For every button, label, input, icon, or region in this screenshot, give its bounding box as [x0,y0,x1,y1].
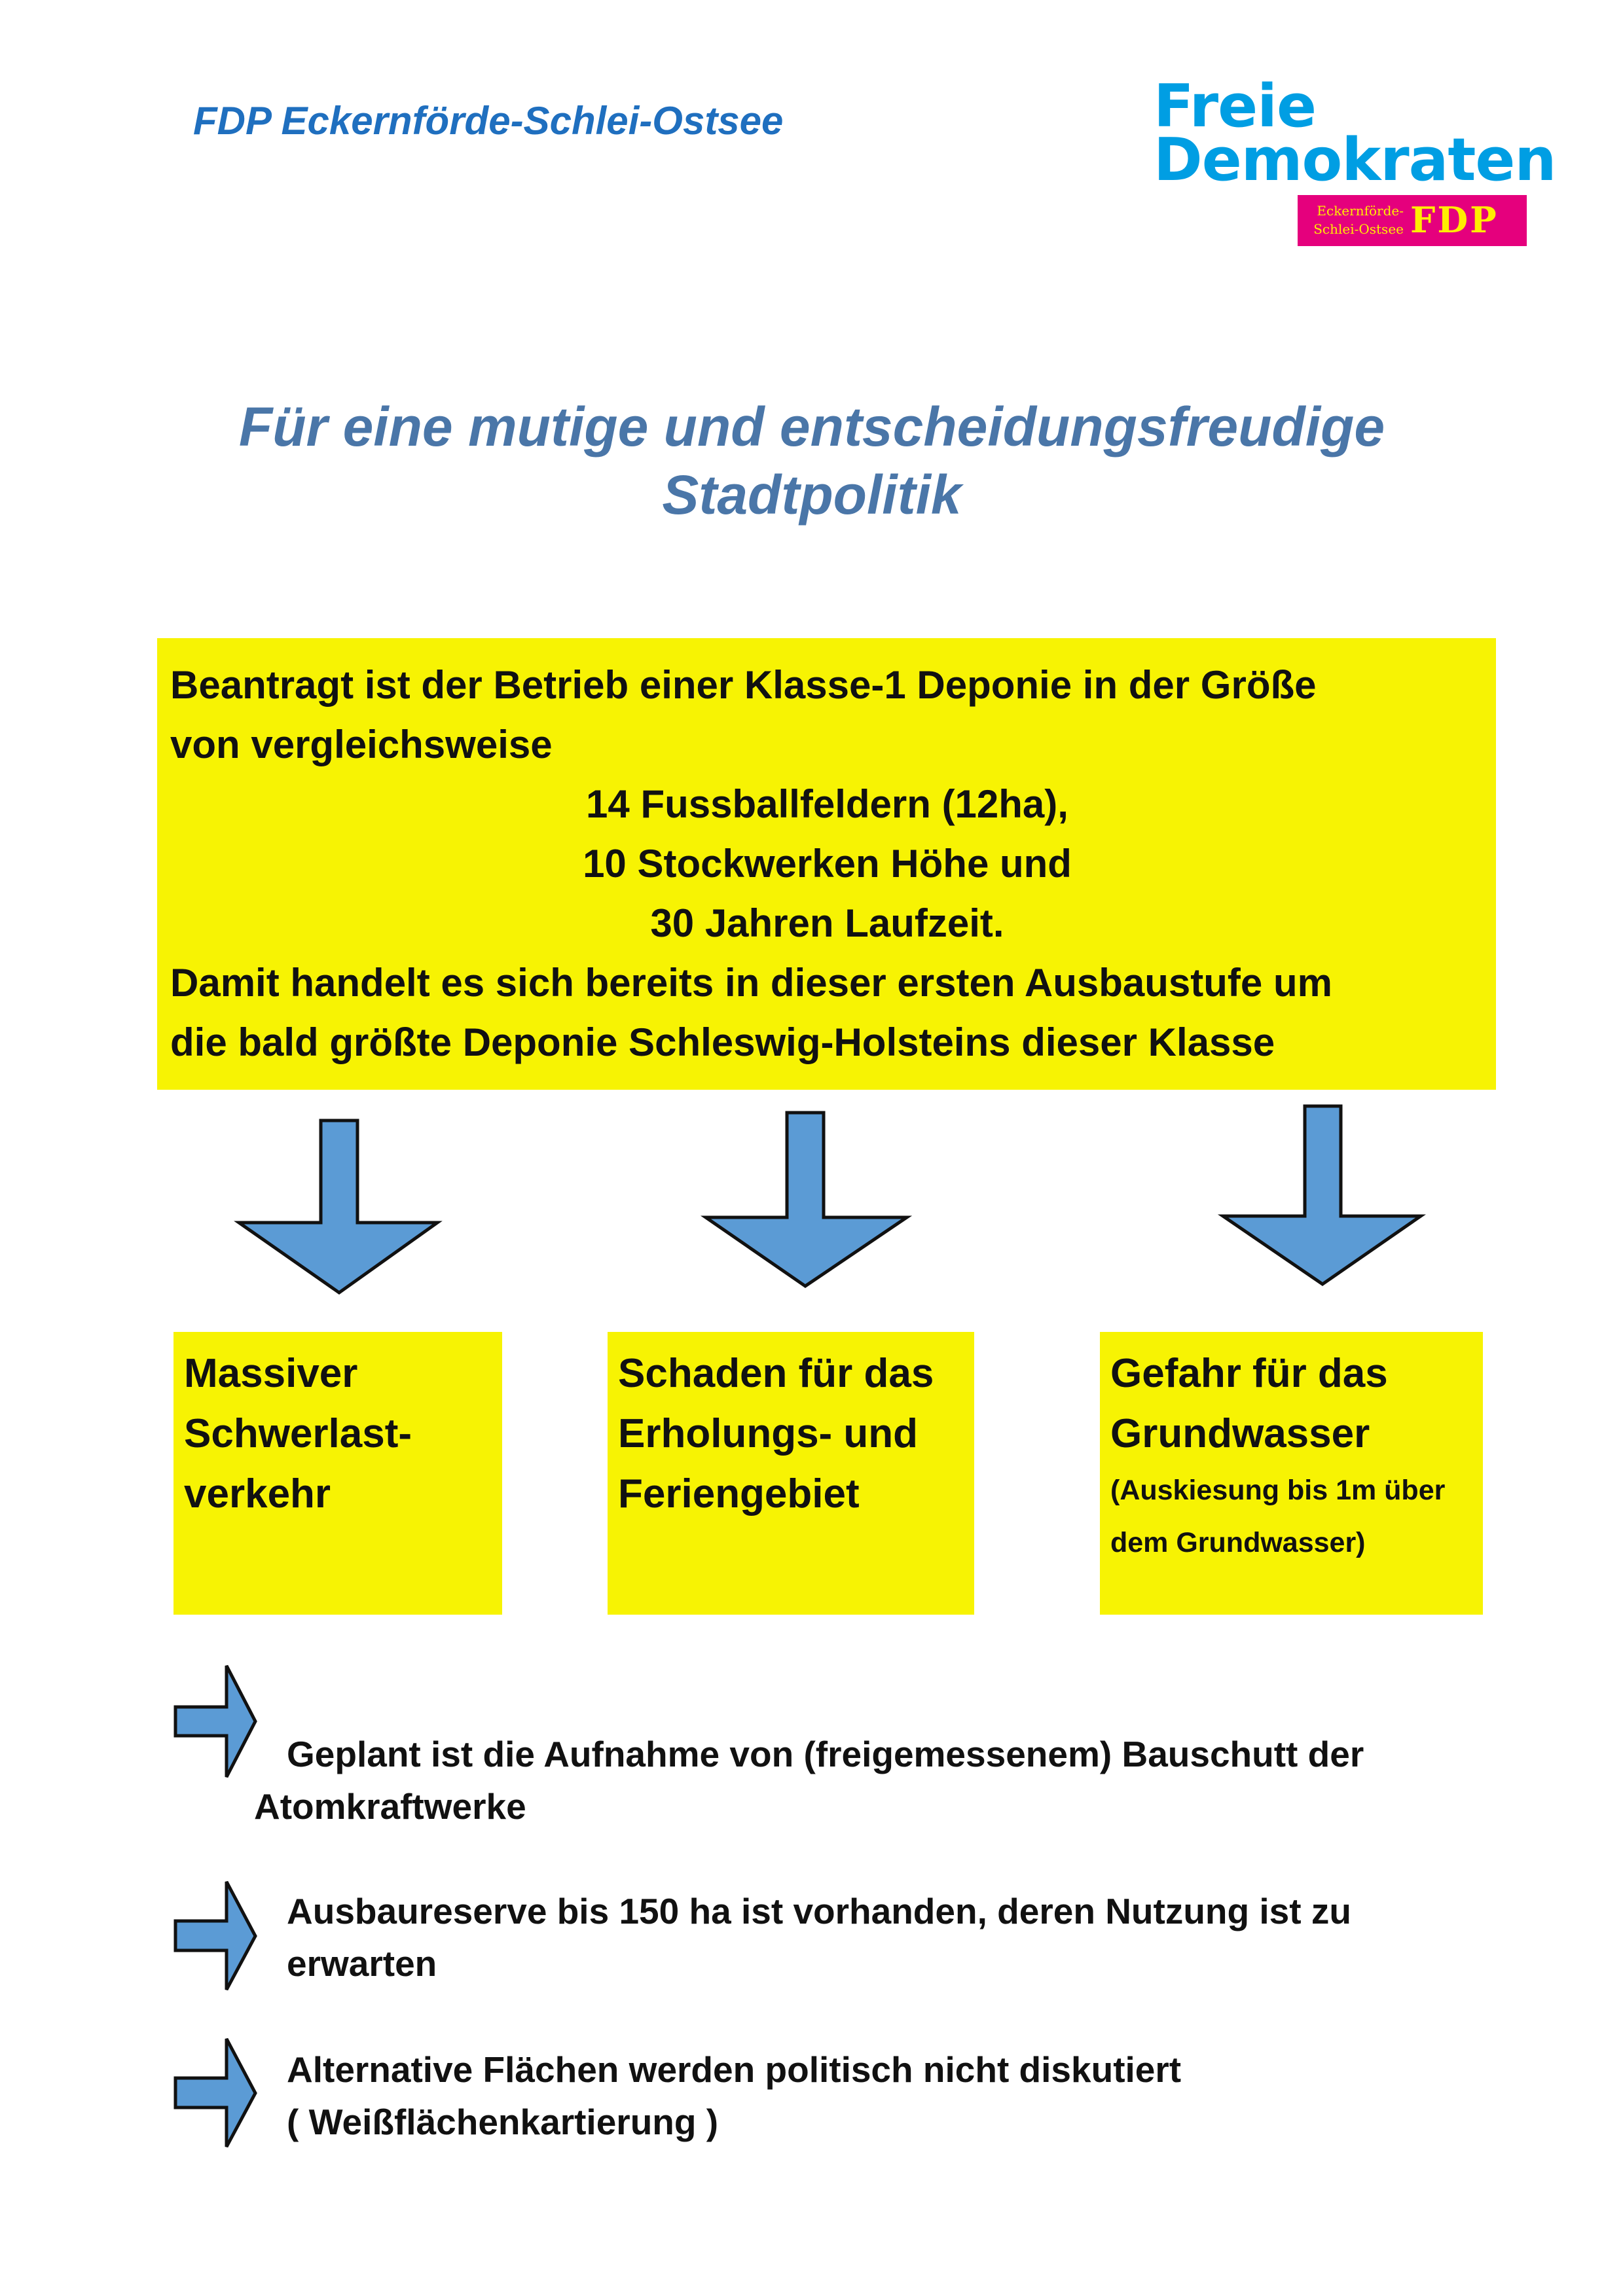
main-info-line-duration: 30 Jahren Laufzeit. [650,901,1004,945]
main-info-line: Beantragt ist der Betrieb einer Klasse-1 Deponie in der Größe [170,663,1317,707]
right-arrow-icon [175,1882,255,1990]
logo-badge-region [1305,202,1404,238]
right-arrow-icon [175,1666,255,1777]
main-info-line-height: 10 Stockwerken Höhe und [583,842,1072,886]
right-arrow-icon [175,2039,255,2147]
logo-badge-fdp: FDP [1410,199,1499,241]
consequence-line: Massiver [184,1351,358,1396]
consequence-line: Schwerlast- [184,1411,412,1456]
logo-line-freie: Freie [1154,72,1317,141]
bullet-item-expansion-reserve [287,1885,1498,1990]
logo-badge-region-line1: Eckernförde- [1317,203,1404,219]
bullet-line: Alternative Flächen werden politisch nicht diskutiert [287,2049,1182,2090]
consequence-note: dem Grundwasser) [1110,1527,1366,1558]
main-info-box [157,638,1496,1090]
consequence-box-recreation [608,1332,974,1615]
organization-name: FDP Eckernförde-Schlei-Ostsee [193,99,784,143]
consequence-line: Gefahr für das [1110,1351,1388,1396]
down-arrow-icon [1223,1106,1421,1284]
consequence-box-traffic [173,1332,502,1615]
consequence-note: (Auskiesung bis 1m über [1110,1475,1446,1506]
page-title-line1: Für eine mutige und entscheidungsfreudige [238,396,1385,457]
bullet-line: Ausbaureserve bis 150 ha ist vorhanden, deren Nutzung ist zu [287,1891,1351,1931]
main-info-line: die bald größte Deponie Schleswig-Holsteins dieser Klasse [170,1020,1275,1064]
bullet-item-alternative-areas [287,2043,1498,2148]
logo-badge-region-line2: Schlei-Ostsee [1313,221,1404,237]
consequence-line: Erholungs- und [618,1411,919,1456]
page-title-line2: Stadtpolitik [662,464,962,526]
logo-badge [1298,195,1527,246]
consequence-line: Feriengebiet [618,1471,860,1516]
main-info-line-fields: 14 Fussballfeldern (12ha), [586,782,1068,826]
down-arrow-icon [706,1113,907,1286]
down-arrow-icon [239,1121,437,1293]
consequence-line: verkehr [184,1471,331,1516]
fdp-logo [1146,72,1556,247]
bullet-line: erwarten [287,1943,437,1984]
main-info-line: Damit handelt es sich bereits in dieser ersten Ausbaustufe um [170,961,1332,1005]
consequence-box-groundwater [1100,1332,1483,1615]
bullet-line: Atomkraftwerke [254,1786,526,1827]
consequence-line: Grundwasser [1110,1411,1370,1456]
consequence-line: Schaden für das [618,1351,934,1396]
logo-line-demokraten: Demokraten [1154,126,1556,194]
bullet-item-nuclear-debris [254,1728,1498,1833]
page-title [131,393,1493,529]
bullet-line: ( Weißflächenkartierung ) [287,2102,719,2142]
bullet-line: Geplant ist die Aufnahme von (freigemessenem) Bauschutt der [287,1734,1364,1774]
main-info-line: von vergleichsweise [170,723,553,766]
